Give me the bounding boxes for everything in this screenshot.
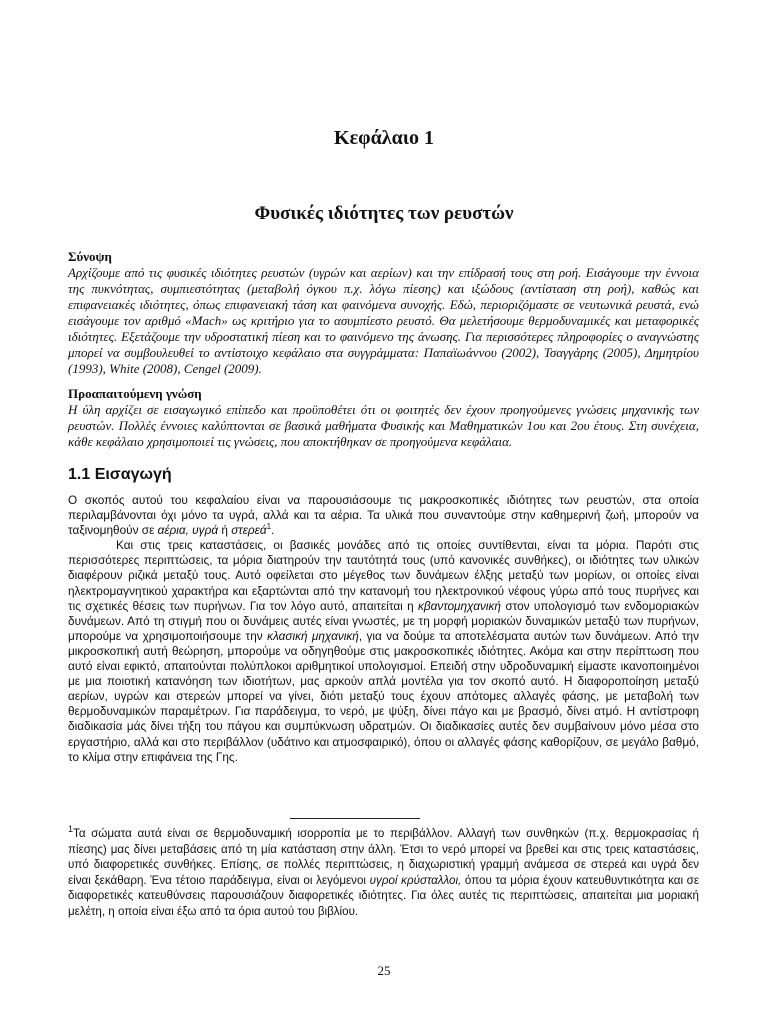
p1-italic-2: στερεά xyxy=(231,523,267,538)
paragraph-2 xyxy=(68,538,699,764)
footnote-italic: υγροί κρύσταλλοι, xyxy=(369,873,462,887)
p2-italic-2: κλασική μηχανική xyxy=(267,628,359,643)
abstract-block xyxy=(68,249,699,377)
p1-end: . xyxy=(271,523,275,538)
p2-text-c: , για να δούμε τα αποτελέσματα αυτών των δυνάμεων. Από την μικροσκοπική αυτή θεώρηση, μπορούμε να οδηγηθούμε στις μακροσκοπικές ιδιότητες. Ακόμα και στην περίπτωση που αυτό είναι εφικτό, απαιτούνται πολύπλοκοι αριθμητικοί υπολογισμοί. Επειδή στην υδροδυναμική είμαστε ικανοποιημένοι με μια ποιοτική κατανόηση των ιδιοτήτων, μας αρκούν απλά μοντέλα για τον σκοπό αυτό. Η διαφοροποίηση μεταξύ αερίων, υγρών και στερεών μπορεί να γίνει, διότι μεταξύ τους έχουν απότομες αλλαγές φάσης, με μεταβολή των θερμοδυναμικών παραμέτρων. Για παράδειγμα, το νερό, με ψύξη, δίνει πάγο και με βρασμό, δίνει ατμό. Η αντίστροφη διαδικασία μάς δίνει τήξη του πάγου και συμπύκνωση υδρατμών. Οι διαδικασίες αυτές δεν συμβαίνουν μόνο μέσα στο εργαστήριο, αλλά και στο περιβάλλον (υδάτινο και ατμοσφαιρικό), όπου οι αλλαγές φάσης καθορίζουν, σε μεγάλο βαθμό, το κλίμα στην επιφάνεια της Γης. xyxy=(68,628,699,764)
p2-text-a: Και στις τρεις καταστάσεις, οι βασικές μονάδες από τις οποίες συντίθενται, είναι τα μόρια. Παρότι στις περισσότερες περιπτώσεις, τα μόρια διατηρούν την ταυτότητά τους (υπό κανονικές συνθήκες), οι ιδιότητες των υλικών διαφέρουν ριζικά μεταξύ τους. Αυτό οφείλεται στο μέγεθος των δυνάμεων έλξης μεταξύ των μορίων, οι οποίες είναι ηλεκτρομαγνητικού χαρακτήρα και εξαρτώνται από την κατανομή του ηλεκτρονικού νέφους γύρω από τους πυρήνες και τις σχετικές θέσεις των πυρήνων. Για τον λόγο αυτό, απαιτείται η xyxy=(68,538,699,613)
section-heading: 1.1 Εισαγωγή xyxy=(68,466,172,483)
prerequisites-text: Η ύλη αρχίζει σε εισαγωγικό επίπεδο και προϋποθέτει ότι οι φοιτητές δεν έχουν προηγούμενες γνώσεις μηχανικής των ρευστών. Πολλές έννοιες καλύπτονται σε βασικά μαθήματα Φυσικής και Μαθηματικών 1ου και 2ου έτους. Στη συνέχεια, κάθε κεφάλαιο χρησιμοποιεί τις γνώσεις, που αποκτήθηκαν σε προηγούμενα κεφάλαια. xyxy=(68,402,699,449)
prerequisites-block xyxy=(68,386,699,450)
footnote-divider xyxy=(290,818,420,819)
prerequisites-heading: Προαπαιτούμενη γνώση xyxy=(68,386,202,401)
p2-italic-1: κβαντομηχανική xyxy=(417,598,501,613)
p1-italic: αέρια, υγρά xyxy=(157,523,219,538)
section-body xyxy=(68,493,699,765)
p1-mid: ή xyxy=(218,523,232,538)
page-number: 25 xyxy=(377,963,391,978)
p2-text-b: στον υπολογισμό των ενδομοριακών δυνάμεων. Από τη στιγμή που οι δυνάμεις αυτές είναι γνωστές, με τη μορφή μοριακών δυναμικών μεταξύ των πυρήνων, μπορούμε να χρησιμοποιήσουμε την xyxy=(68,598,699,643)
footnote xyxy=(68,826,699,920)
footnote-text-b: όπου τα μόρια έχουν κατευθυντικότητα και σε διαφορετικές κατευθύνσεις παρουσιάζουν διαφορετικές ιδιότητες. Για όλες αυτές τις περιπτώσεις, απαιτείται μια μοριακή μελέτη, η οποία είναι έξω από τα όρια αυτού του βιβλίου. xyxy=(68,873,700,918)
p1-text: Ο σκοπός αυτού του κεφαλαίου είναι να παρουσιάσουμε τις μακροσκοπικές ιδιότητες των ρευστών, στα οποία περιλαμβάνονται όχι μόνο τα υγρά, αλλά και τα αέρια. Τα υλικά που συναντούμε στην καθημερινή ζωή, μπορούν να ταξινομηθούν σε xyxy=(68,493,699,538)
chapter-title: Φυσικές ιδιότητες των ρευστών xyxy=(254,203,514,224)
footnote-mark: 1 xyxy=(68,824,74,835)
chapter-label: Κεφάλαιο 1 xyxy=(334,127,434,149)
footnote-reference[interactable]: 1 xyxy=(266,522,272,532)
paragraph-1 xyxy=(68,493,699,538)
abstract-heading: Σύνοψη xyxy=(68,249,112,264)
footnote-text-a: Τα σώματα αυτά είναι σε θερμοδυναμική ισορροπία με το περιβάλλον. Αλλαγή των συνθηκών (π.χ. θερμοκρασίας ή πίεσης) μας δίνει μεταβάσεις από τη μία κατάσταση στην άλλη. Έτσι το νερό μπορεί να βρεθεί και στις τρεις καταστάσεις, υπό διαφορετικές συνθήκες. Επίσης, σε πολλές περιπτώσεις, η διαχωριστική γραμμή ανάμεσα σε στερεά και υγρά δεν είναι ξεκάθαρη. Ένα τέτοιο παράδειγμα, είναι οι λεγόμενοι xyxy=(68,827,699,887)
abstract-text: Αρχίζουμε από τις φυσικές ιδιότητες ρευστών (υγρών και αερίων) και την επίδρασή τους στη ροή. Εισάγουμε την έννοια της πυκνότητας, συμπιεστότητας (μεταβολή όγκου π.χ. λόγω πίεσης) και ιξώδους (αντίσταση στη ροή), καθώς και επιφανειακές ιδιότητες, όπως επιφανειακή τάση και φαινόμενα συνοχής. Εδώ, περιοριζόμαστε σε νευτωνικά ρευστά, ενώ εισάγουμε τον αριθμό «Mach» ως κριτήριο για το ασυμπίεστο ρευστό. Θα μελετήσουμε θερμοδυναμικές και μεταφορικές ιδιότητες. Εξετάζουμε την υδροστατική πίεση και το φαινόμενο της άνωσης. Για περισσότερες πληροφορίες ο αναγνώστης μπορεί να συμβουλευθεί το αντίστοιχο κεφάλαιο στα συγγράμματα: Παπαϊωάννου (2002), Τσαγγάρης (2005), Δημητρίου (1993), White (2008), Cengel (2009). xyxy=(68,265,699,376)
